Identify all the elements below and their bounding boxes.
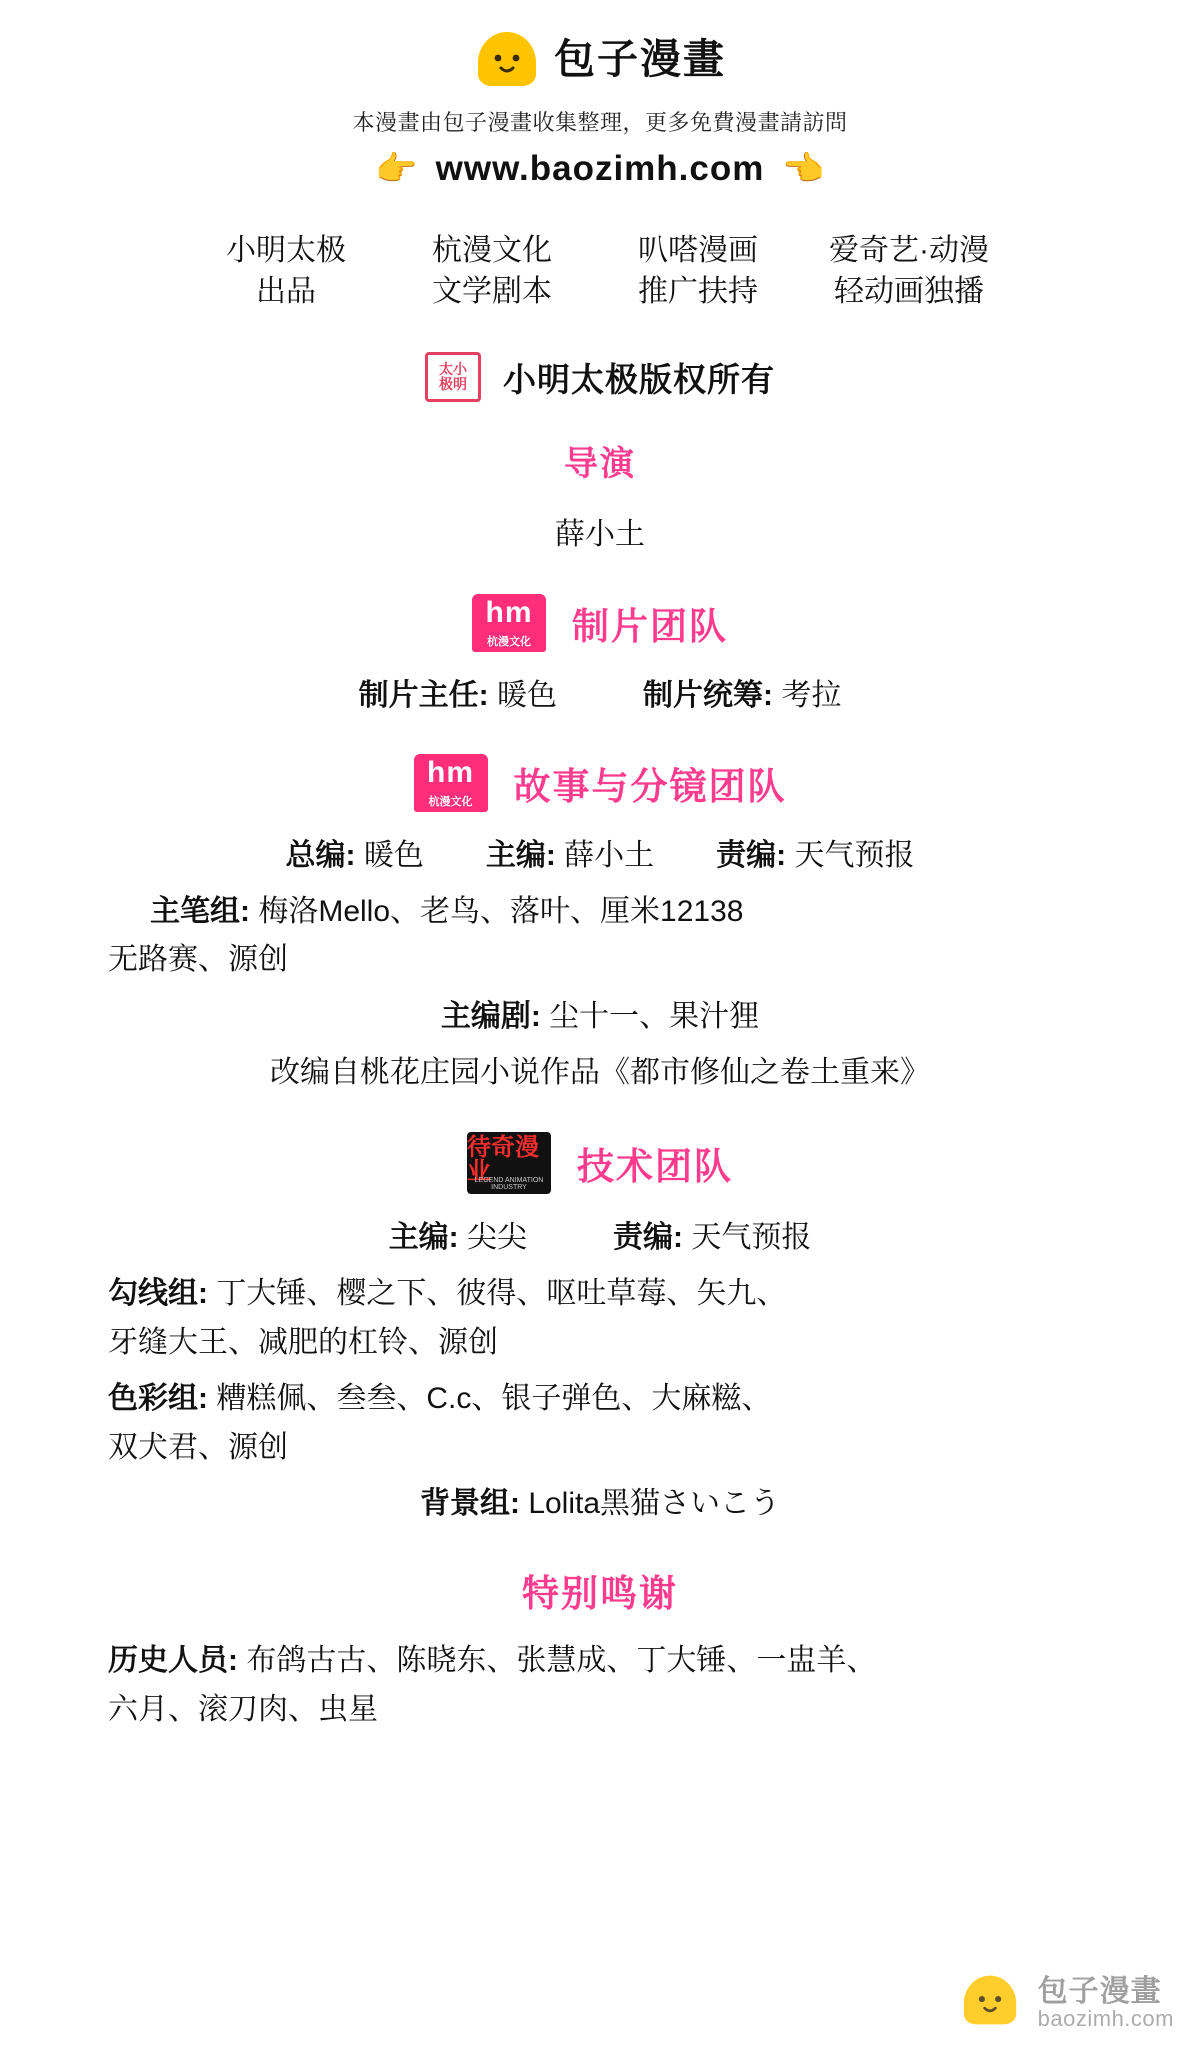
section-title-story: 故事与分镜团队	[513, 765, 787, 807]
hangman-logo-caption: 杭漫文化	[487, 635, 531, 648]
story-editor-value-2: 薛小土	[564, 838, 655, 872]
watermark	[960, 1972, 1174, 2034]
brand-url-row	[0, 149, 1200, 189]
story-editor-1	[285, 832, 423, 880]
technical-background	[0, 1480, 1200, 1529]
studio-role: 轻动画独播	[834, 274, 984, 308]
production-rows	[0, 672, 1200, 720]
production-value-1: 暖色	[497, 678, 557, 712]
section-title-technical: 技术团队	[577, 1145, 733, 1187]
stamp-line-1: 太小	[439, 361, 467, 378]
technical-color-line-1	[0, 1375, 1200, 1424]
brand-header	[0, 28, 1200, 90]
studio-name: 爱奇艺·动漫	[829, 234, 989, 267]
studio-col-2	[417, 231, 567, 312]
studio-col-4	[829, 231, 989, 312]
technical-background-value: Lolita黑猫さいこう	[528, 1487, 781, 1521]
hangman-logo-caption: 杭漫文化	[428, 795, 473, 808]
thanks-history-line-2: 六月、滚刀肉、虫星	[108, 1692, 378, 1726]
story-editor-3	[716, 832, 914, 880]
studio-name: 小明太极	[226, 234, 346, 267]
stamp-line-2: 极明	[439, 376, 467, 392]
watermark-url: baozimh.com	[1037, 2006, 1174, 2032]
story-chief-writer-value: 尘十一、果汁狸	[549, 999, 760, 1033]
technical-color-label: 色彩组:	[108, 1382, 208, 1416]
steamed-bun-icon	[960, 1972, 1026, 2034]
technical-color-value-1: 糟糕佩、叁叁、C.c、银子弹色、大麻糍、	[216, 1382, 772, 1416]
thanks-history-line-1	[0, 1637, 1200, 1686]
technical-lineart-value-1: 丁大锤、樱之下、彼得、呕吐草莓、矢九、	[216, 1276, 787, 1310]
production-label-1: 制片主任:	[358, 678, 489, 712]
pointing-hand-left-icon: 👈	[782, 150, 825, 188]
story-main-pen-value-1: 梅洛Mello、老鸟、落叶、厘米12138	[258, 894, 744, 928]
studio-role: 推广扶持	[638, 274, 758, 308]
section-title-production: 制片团队	[572, 605, 728, 647]
story-main-pen-line-2: 无路赛、源创	[108, 943, 288, 977]
technical-lineart-line-1	[0, 1270, 1200, 1319]
studio-role: 文学剧本	[432, 274, 552, 308]
section-head-story	[0, 754, 1200, 812]
story-main-pen-line-1	[0, 888, 1200, 937]
brand-title: 包子漫畫	[554, 35, 726, 82]
section-head-technical	[0, 1132, 1200, 1194]
production-value-2: 考拉	[781, 678, 842, 712]
technical-lineart-line-2: 牙缝大王、减肥的杠铃、源创	[108, 1325, 498, 1359]
technical-background-label: 背景组:	[419, 1487, 520, 1521]
story-editor-label-3: 责编:	[716, 838, 787, 872]
production-label-2: 制片统筹:	[643, 678, 773, 712]
story-adaptation: 改编自桃花庄园小说作品《都市修仙之卷土重来》	[270, 1056, 930, 1090]
section-title-director: 导演	[564, 445, 636, 483]
director-name: 薛小土	[555, 518, 645, 551]
technical-editor-1	[389, 1214, 527, 1262]
brand-url[interactable]: www.baozimh.com	[435, 149, 765, 188]
technical-lineart-label: 勾线组:	[108, 1276, 208, 1310]
pointing-hand-right-icon: 👉	[375, 150, 418, 188]
technical-logo-caption: LEGEND ANIMATION INDUSTRY	[474, 1176, 544, 1191]
technical-editor-value-2: 天气预报	[691, 1220, 812, 1254]
studio-col-1	[211, 231, 361, 312]
technical-color-line-2: 双犬君、源创	[108, 1430, 288, 1464]
section-head-production	[0, 594, 1200, 652]
technical-studio-logo-icon	[467, 1132, 551, 1194]
studio-name: 叭嗒漫画	[638, 234, 758, 267]
story-chief-writer	[0, 993, 1200, 1042]
production-row-2	[643, 672, 841, 720]
watermark-texts	[1038, 1976, 1174, 2031]
studio-name: 杭漫文化	[432, 234, 552, 267]
hangman-culture-logo-icon	[414, 754, 488, 812]
technical-editor-value-1: 尖尖	[467, 1220, 527, 1254]
hangman-logo-glyph: hm	[427, 755, 474, 789]
story-editor-2	[486, 832, 654, 880]
thanks-history-value-1: 布鸽古古、陈晓东、张慧成、丁大锤、一盅羊、	[246, 1643, 877, 1677]
technical-editor-label-2: 责编:	[613, 1220, 683, 1254]
hangman-logo-glyph: hm	[485, 595, 533, 629]
steamed-bun-icon	[474, 28, 540, 90]
story-chief-writer-label: 主编剧:	[440, 999, 541, 1033]
story-editor-value-3: 天气预报	[794, 838, 915, 872]
studio-role: 出品	[256, 274, 316, 308]
story-editor-label-2: 主编:	[485, 838, 556, 872]
brand-subtitle: 本漫畫由包子漫畫收集整理，更多免費漫畫請訪問	[352, 110, 848, 135]
section-title-thanks: 特别鸣谢	[522, 1572, 678, 1614]
story-editor-label-1: 总编:	[285, 838, 356, 872]
technical-editor-2	[613, 1214, 811, 1262]
hangman-culture-logo-icon	[472, 594, 546, 652]
studio-row	[0, 231, 1200, 312]
watermark-title: 包子漫畫	[1037, 1974, 1162, 2008]
copyright-stamp-icon	[425, 352, 481, 402]
thanks-history-label: 历史人员:	[108, 1643, 238, 1677]
story-editor-value-1: 暖色	[363, 838, 424, 872]
copyright-row	[0, 352, 1200, 402]
studio-col-3	[623, 231, 773, 312]
production-row-1	[359, 672, 557, 720]
technical-logo-glyph: 待奇漫业	[467, 1133, 539, 1185]
copyright-text: 小明太极版权所有	[503, 360, 775, 398]
technical-editors	[0, 1214, 1200, 1262]
technical-editor-label-1: 主编:	[388, 1220, 459, 1254]
story-editors	[0, 832, 1200, 880]
story-main-pen-label: 主笔组:	[150, 894, 250, 928]
